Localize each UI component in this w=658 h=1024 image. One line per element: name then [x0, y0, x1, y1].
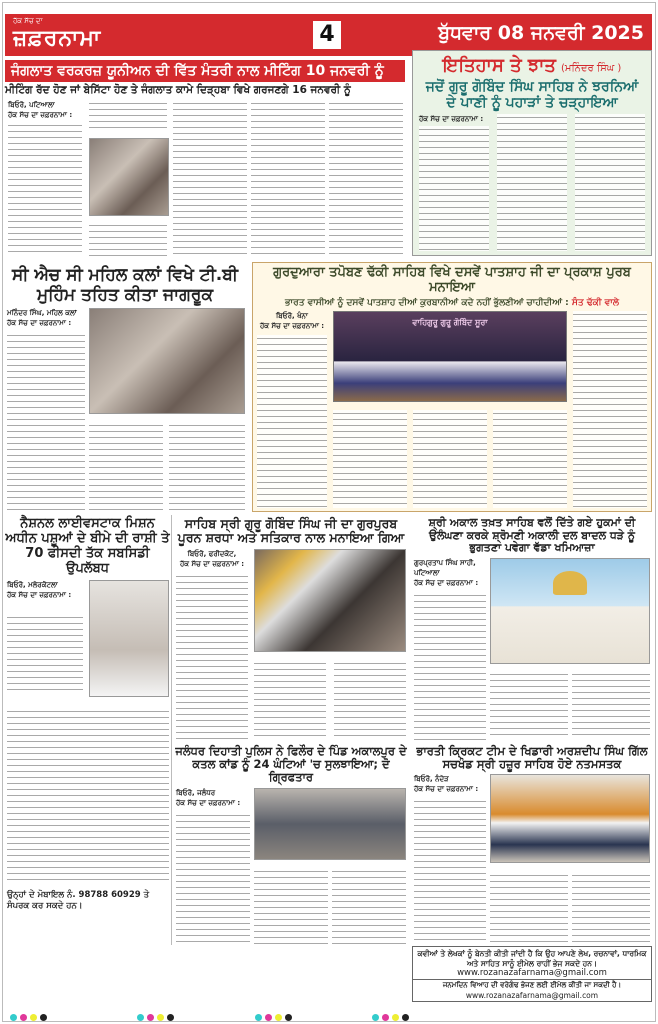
contact-text: ਉਨ੍ਹਾਂ ਦੇ ਮੋਬਾਇਲ ਨੰ. 98788 60929 ਤੇ ਸੰਪਰਕ ਕਰ ਸਕਦੇ ਹਨ। — [7, 890, 150, 912]
byline: ਬਿਓਰੋ, ਨੰਦੇੜ ਹੱਕ ਸੱਚ ਦਾ ਜ਼ਫ਼ਰਨਾਮਾ : — [414, 775, 479, 794]
headline: ਜਲੰਧਰ ਦਿਹਾਤੀ ਪੁਲਿਸ ਨੇ ਫਿਲੌਰ ਦੇ ਪਿੰਡ ਅਕਾਲਪੁਰ ਦੇ ਕਤਲ ਕਾਂਡ ਨੂੰ 24 ਘੰਟਿਆਂ 'ਚ ਸੁਲਝਾਇਆ; ਦੋ ਗ੍ਰਿਫਤਾਰ — [175, 744, 407, 785]
body-text — [573, 311, 647, 508]
body-text — [490, 671, 568, 740]
subheadline-speaker: ਸੰਤ ਢੱਕੀ ਵਾਲੇ — [571, 297, 619, 308]
byline: ਬਿਓਰੋ, ਫਰੀਦਕੋਟ, ਹੱਕ ਸੱਚ ਦਾ ਜ਼ਫ਼ਰਨਾਮਾ : — [179, 549, 245, 568]
photo-banner-text: ਵਾਹਿਗੁਰੂ ਗੁਰੂ ਗੋਬਿੰਦ ਸੂਰਾ — [412, 318, 488, 328]
article-gurdwara — [252, 262, 652, 512]
headline: ਭਾਰਤੀ ਕ੍ਰਿਕਟ ਟੀਮ ਦੇ ਖਿਡਾਰੀ ਅਰਸ਼ਦੀਪ ਸਿੰਘ ਗਿੱਲ ਸਚਖੰਡ ਸ੍ਰੀ ਹਜ਼ੂਰ ਸਾਹਿਬ ਹੋਏ ਨਤਮਸਤਕ — [416, 744, 648, 772]
page-number: 4 — [313, 21, 341, 49]
golden-dome-icon — [553, 571, 587, 595]
column-author: (ਮਨਿੰਦਰ ਸਿੰਘ ) — [560, 63, 622, 74]
registration-marks — [372, 1014, 409, 1021]
body-text — [333, 410, 407, 508]
article-itihas — [412, 50, 652, 256]
column-title: ਇਤਿਹਾਸ ਤੇ ਝਾਤ — [442, 55, 556, 76]
article-akal-takht — [412, 515, 652, 740]
headline: ਸਾਹਿਬ ਸ੍ਰੀ ਗੁਰੂ ਗੋਬਿੰਦ ਸਿੰਘ ਜੀ ਦਾ ਗੁਰਪੁਰਬ ਪੂਰਨ ਸ਼ਰਧਾ ਅਤੇ ਸਤਿਕਾਰ ਨਾਲ ਮਨਾਇਆ ਗਿਆ — [177, 516, 405, 546]
registration-marks — [137, 1014, 174, 1021]
body-text — [89, 422, 163, 512]
news-photo — [254, 549, 406, 652]
article-gurpurab — [174, 515, 408, 740]
submission-notice — [412, 946, 652, 1002]
body-text — [7, 614, 83, 694]
body-text — [173, 100, 247, 256]
byline: ਮਨਿੰਦਰ ਸਿੰਘ, ਮਹਿਲ ਕਲਾਂ ਹੱਕ ਸੱਚ ਦਾ ਜ਼ਫ਼ਰਨਾਮਾ : — [7, 309, 77, 328]
byline: ਬਿਓਰੋ, ਜਲੰਧਰ ਹੱਕ ਸੱਚ ਦਾ ਜ਼ਫ਼ਰਨਾਮਾ : — [176, 788, 241, 807]
article-livestock — [5, 515, 170, 945]
headline: ਗੁਰਦੁਆਰਾ ਤਪੋਬਣ ਢੱਕੀ ਸਾਹਿਬ ਵਿਖੇ ਦਸਵੇਂ ਪਾਤਸ਼ਾਹ ਜੀ ਦਾ ਪ੍ਰਕਾਸ਼ ਪੁਰਬ ਮਨਾਇਆ — [273, 265, 631, 295]
kirtan-photo — [333, 311, 567, 402]
subheadline: ਭਾਰਤ ਵਾਸੀਆਂ ਨੂੰ ਦਸਵੇਂ ਪਾਤਸ਼ਾਹ ਦੀਆਂ ਕੁਰਬਾਨੀਆਂ ਕਦੇ ਨਹੀਂ ਭੁੱਲਣੀਆਂ ਚਾਹੀਦੀਆਂ : — [285, 297, 569, 308]
official-portrait — [89, 580, 169, 697]
headline: ਸੀ ਐਚ ਸੀ ਮਹਿਲ ਕਲਾਂ ਵਿਖੇ ਟੀ.ਬੀ ਮੁਹਿੰਮ ਤਹਿਤ ਕੀਤਾ ਜਾਗਰੂਕ — [12, 265, 238, 305]
byline: ਗੁਰਪ੍ਰਤਾਪ ਸਿੰਘ ਸਾਹੀ, ਪਟਿਆਲਾ ਹੱਕ ਸੱਚ ਦਾ ਜ਼ਫ਼ਰਨਾਮਾ : — [414, 558, 479, 587]
body-text — [493, 410, 567, 508]
news-photo — [89, 138, 169, 216]
body-text — [169, 422, 245, 512]
body-text — [89, 222, 167, 256]
issue-date: ਬੁੱਧਵਾਰ 08 ਜਨਵਰੀ 2025 — [438, 22, 644, 44]
body-text — [414, 798, 486, 945]
byline: ਬਿਓਰੋ, ਖੰਨਾ ਹੱਕ ਸੱਚ ਦਾ ਜ਼ਫ਼ਰਨਾਮਾ : — [259, 312, 325, 331]
body-text — [414, 592, 486, 740]
article-cricket — [412, 745, 652, 945]
article-tb-awareness — [5, 262, 245, 512]
body-text — [8, 122, 82, 256]
notice-text: ਕਵੀਆਂ ਤੇ ਲੇਖਕਾਂ ਨੂੰ ਬੇਨਤੀ ਕੀਤੀ ਜਾਂਦੀ ਹੈ ਕਿ ਉਹ ਆਪਣੇ ਲੇਖ, ਰਚਨਾਵਾਂ, ਧਾਰਮਿਕ ਅਤੇ ਸਾਹਿਤ ਸਾਨੂੰ ਈਮੇਲ ਰਾਹੀਂ ਭੇਜ ਸਕਦੇ ਹਨ। — [417, 949, 647, 968]
body-text — [176, 812, 250, 945]
body-text — [332, 868, 406, 945]
byline: ਹੱਕ ਸੱਚ ਦਾ ਜ਼ਫ਼ਰਨਾਮਾ : — [419, 114, 484, 123]
body-text — [490, 872, 568, 945]
body-text — [413, 410, 487, 508]
subheadline: ਮੀਟਿੰਗ ਰੱਦ ਹੋਣ ਜਾਂ ਬੇਸਿੱਟਾ ਹੋਣ ਤੇ ਜੰਗਲਾਤ ਕਾਮੇ ਦਿੜ੍ਹਬਾ ਵਿਖੇ ਗਰਜਣਗੇ 16 ਜਨਵਰੀ ਨੂੰ — [5, 84, 351, 97]
body-text — [497, 114, 567, 251]
body-text — [176, 573, 248, 740]
body-text — [7, 708, 169, 883]
logo-tagline: ਹੱਕ ਸੱਚ ਦਾ — [13, 17, 43, 25]
headline: ਜਦੋਂ ਗੁਰੂ ਗੋਬਿੰਦ ਸਿੰਘ ਸਾਹਿਬ ਨੇ ਝਰਨਿਆਂ ਦੇ ਪਾਣੀ ਨੂੰ ਪਹਾੜਾਂ ਤੇ ਚੜ੍ਹਾਇਆ — [425, 78, 639, 111]
article-forest-workers — [5, 58, 405, 256]
notice-email[interactable]: www.rozanazafarnama@gmail.com — [413, 968, 651, 980]
news-photo — [89, 308, 245, 414]
news-photo — [254, 788, 406, 860]
body-text — [254, 660, 326, 740]
golden-temple-photo — [490, 558, 650, 664]
body-text — [251, 100, 325, 256]
body-text — [572, 671, 650, 740]
notice-email[interactable]: www.rozanazafarnama@gmail.com — [465, 990, 599, 1000]
byline: ਬਿਓਰੋ, ਪਟਿਆਲਾ ਹੱਕ ਸੱਚ ਦਾ ਜ਼ਫ਼ਰਨਾਮਾ : — [8, 101, 73, 120]
news-photo — [490, 774, 650, 863]
body-text — [254, 868, 328, 945]
body-text — [334, 660, 406, 740]
article-police — [174, 745, 408, 945]
body-text — [89, 100, 167, 131]
body-text — [329, 100, 403, 256]
notice-text: ਜਨਮਦਿਨ ਵਿਆਹ ਦੀ ਵਰੇਗੰਢ ਭੇਜਣ ਲਈ ਈਮੇਲ ਕੀਤੀ ਜਾ ਸਕਦੀ ਹੈ। — [442, 981, 622, 989]
body-text — [575, 114, 645, 251]
body-text — [419, 126, 489, 251]
registration-marks — [255, 1014, 292, 1021]
body-text — [257, 335, 327, 508]
headline: ਜੰਗਲਾਤ ਵਰਕਰਜ਼ ਯੂਨੀਅਨ ਦੀ ਵਿੱਤ ਮੰਤਰੀ ਨਾਲ ਮੀਟਿੰਗ 10 ਜਨਵਰੀ ਨੂੰ — [5, 60, 405, 82]
headline: ਸ਼੍ਰੀ ਅਕਾਲ ਤਖ਼ਤ ਸਾਹਿਬ ਵਲੋਂ ਦਿੱਤੇ ਗਏ ਹੁਕਮਾਂ ਦੀ ਉਲੰਘਣਾ ਕਰਕੇ ਸ਼੍ਰੋਮਣੀ ਅਕਾਲੀ ਦਲ ਬਾਦਲ ਧੜੇ ਨੂੰ ਭੁਗਤਣਾ ਪਵੇਗਾ ਵੱਡਾ ਖਮਿਆਜ਼ਾ — [428, 516, 636, 555]
body-text — [572, 872, 650, 945]
body-text — [7, 332, 85, 512]
newspaper-logo: ਜ਼ਫ਼ਰਨਾਮਾ — [13, 26, 102, 51]
headline: ਨੈਸ਼ਨਲ ਲਾਈਵਸਟਾਕ ਮਿਸ਼ਨ ਅਧੀਨ ਪਸ਼ੂਆਂ ਦੇ ਬੀਮੇ ਦੀ ਰਾਸ਼ੀ ਤੇ 70 ਫੀਸਦੀ ਤੱਕ ਸਬਸਿਡੀ ਉਪਲੱਬਧ — [5, 516, 170, 576]
column-divider — [171, 515, 172, 945]
byline: ਬਿਓਰੋ, ਮਲੇਰਕੋਟਲਾ ਹੱਕ ਸੱਚ ਦਾ ਜ਼ਫ਼ਰਨਾਮਾ : — [7, 580, 72, 599]
registration-marks — [10, 1014, 47, 1021]
